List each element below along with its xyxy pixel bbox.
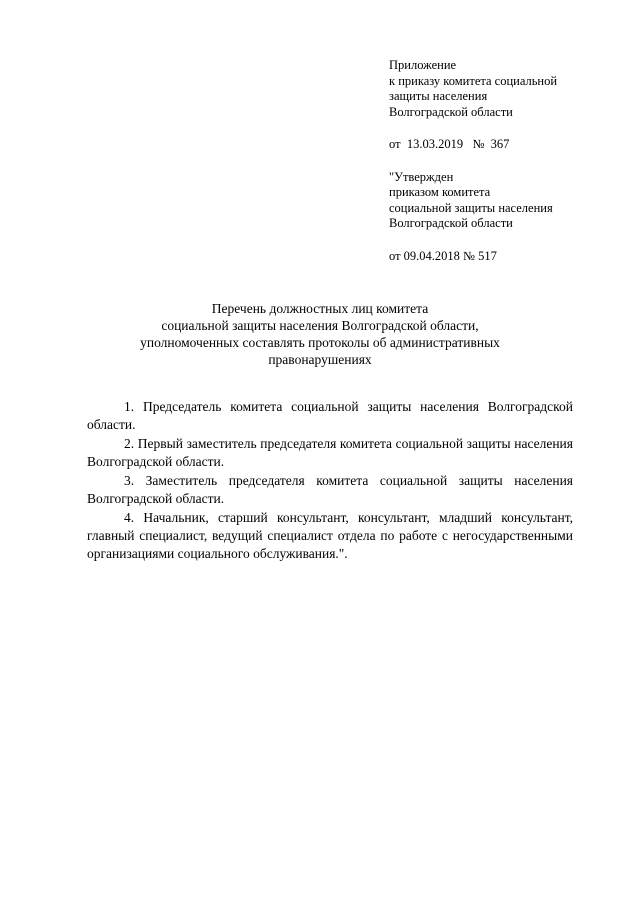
appendix-line: Волгоградской области [389, 104, 513, 119]
title-line: социальной защиты населения Волгоградской области, [161, 318, 479, 333]
item-text: Начальник, старший консультант, консультант, младший консультант, главный специалист, ведущий специалист отдела по работе с негосударственными организациями социального обслуживания.". [87, 510, 573, 561]
title-line: Перечень должностных лиц комитета [211, 301, 429, 316]
document-title [80, 300, 560, 368]
list-item [87, 435, 573, 471]
approved-line: Волгоградской области [389, 216, 513, 230]
approved-line: "Утвержден [389, 169, 454, 184]
appendix-block [389, 58, 609, 264]
item-number: 3. [124, 473, 135, 488]
approved-line: приказом комитета [389, 185, 491, 199]
appendix-line: защиты населения [389, 89, 488, 103]
item-number: 4. [124, 510, 135, 525]
appendix-line: к приказу комитета социальной [389, 73, 558, 88]
item-text: Первый заместитель председателя комитета социальной защиты населения Волгоградской области. [87, 436, 573, 469]
order-number: 367 [490, 137, 510, 151]
officials-list [87, 398, 573, 564]
item-text: Председатель комитета социальной защиты населения Волгоградской области. [87, 399, 573, 432]
list-item [87, 509, 573, 563]
order-date: 13.03.2019 [406, 137, 464, 151]
approved-line: социальной защиты населения [389, 200, 553, 215]
title-line: уполномоченных составлять протоколы об административных [140, 335, 500, 350]
item-number: 1. [124, 399, 135, 414]
order-reference [389, 137, 609, 153]
order-number-sign: № [472, 137, 485, 151]
order-prefix: от [389, 137, 401, 151]
item-number: 2. [124, 436, 135, 451]
appendix-line: Приложение [389, 58, 457, 72]
list-item [87, 472, 573, 508]
approved-date: от 09.04.2018 № 517 [389, 248, 497, 263]
approved-block [389, 170, 609, 232]
item-text: Заместитель председателя комитета социальной защиты населения Волгоградской области. [87, 473, 574, 506]
list-item [87, 398, 573, 434]
title-line: правонарушениях [268, 352, 372, 367]
